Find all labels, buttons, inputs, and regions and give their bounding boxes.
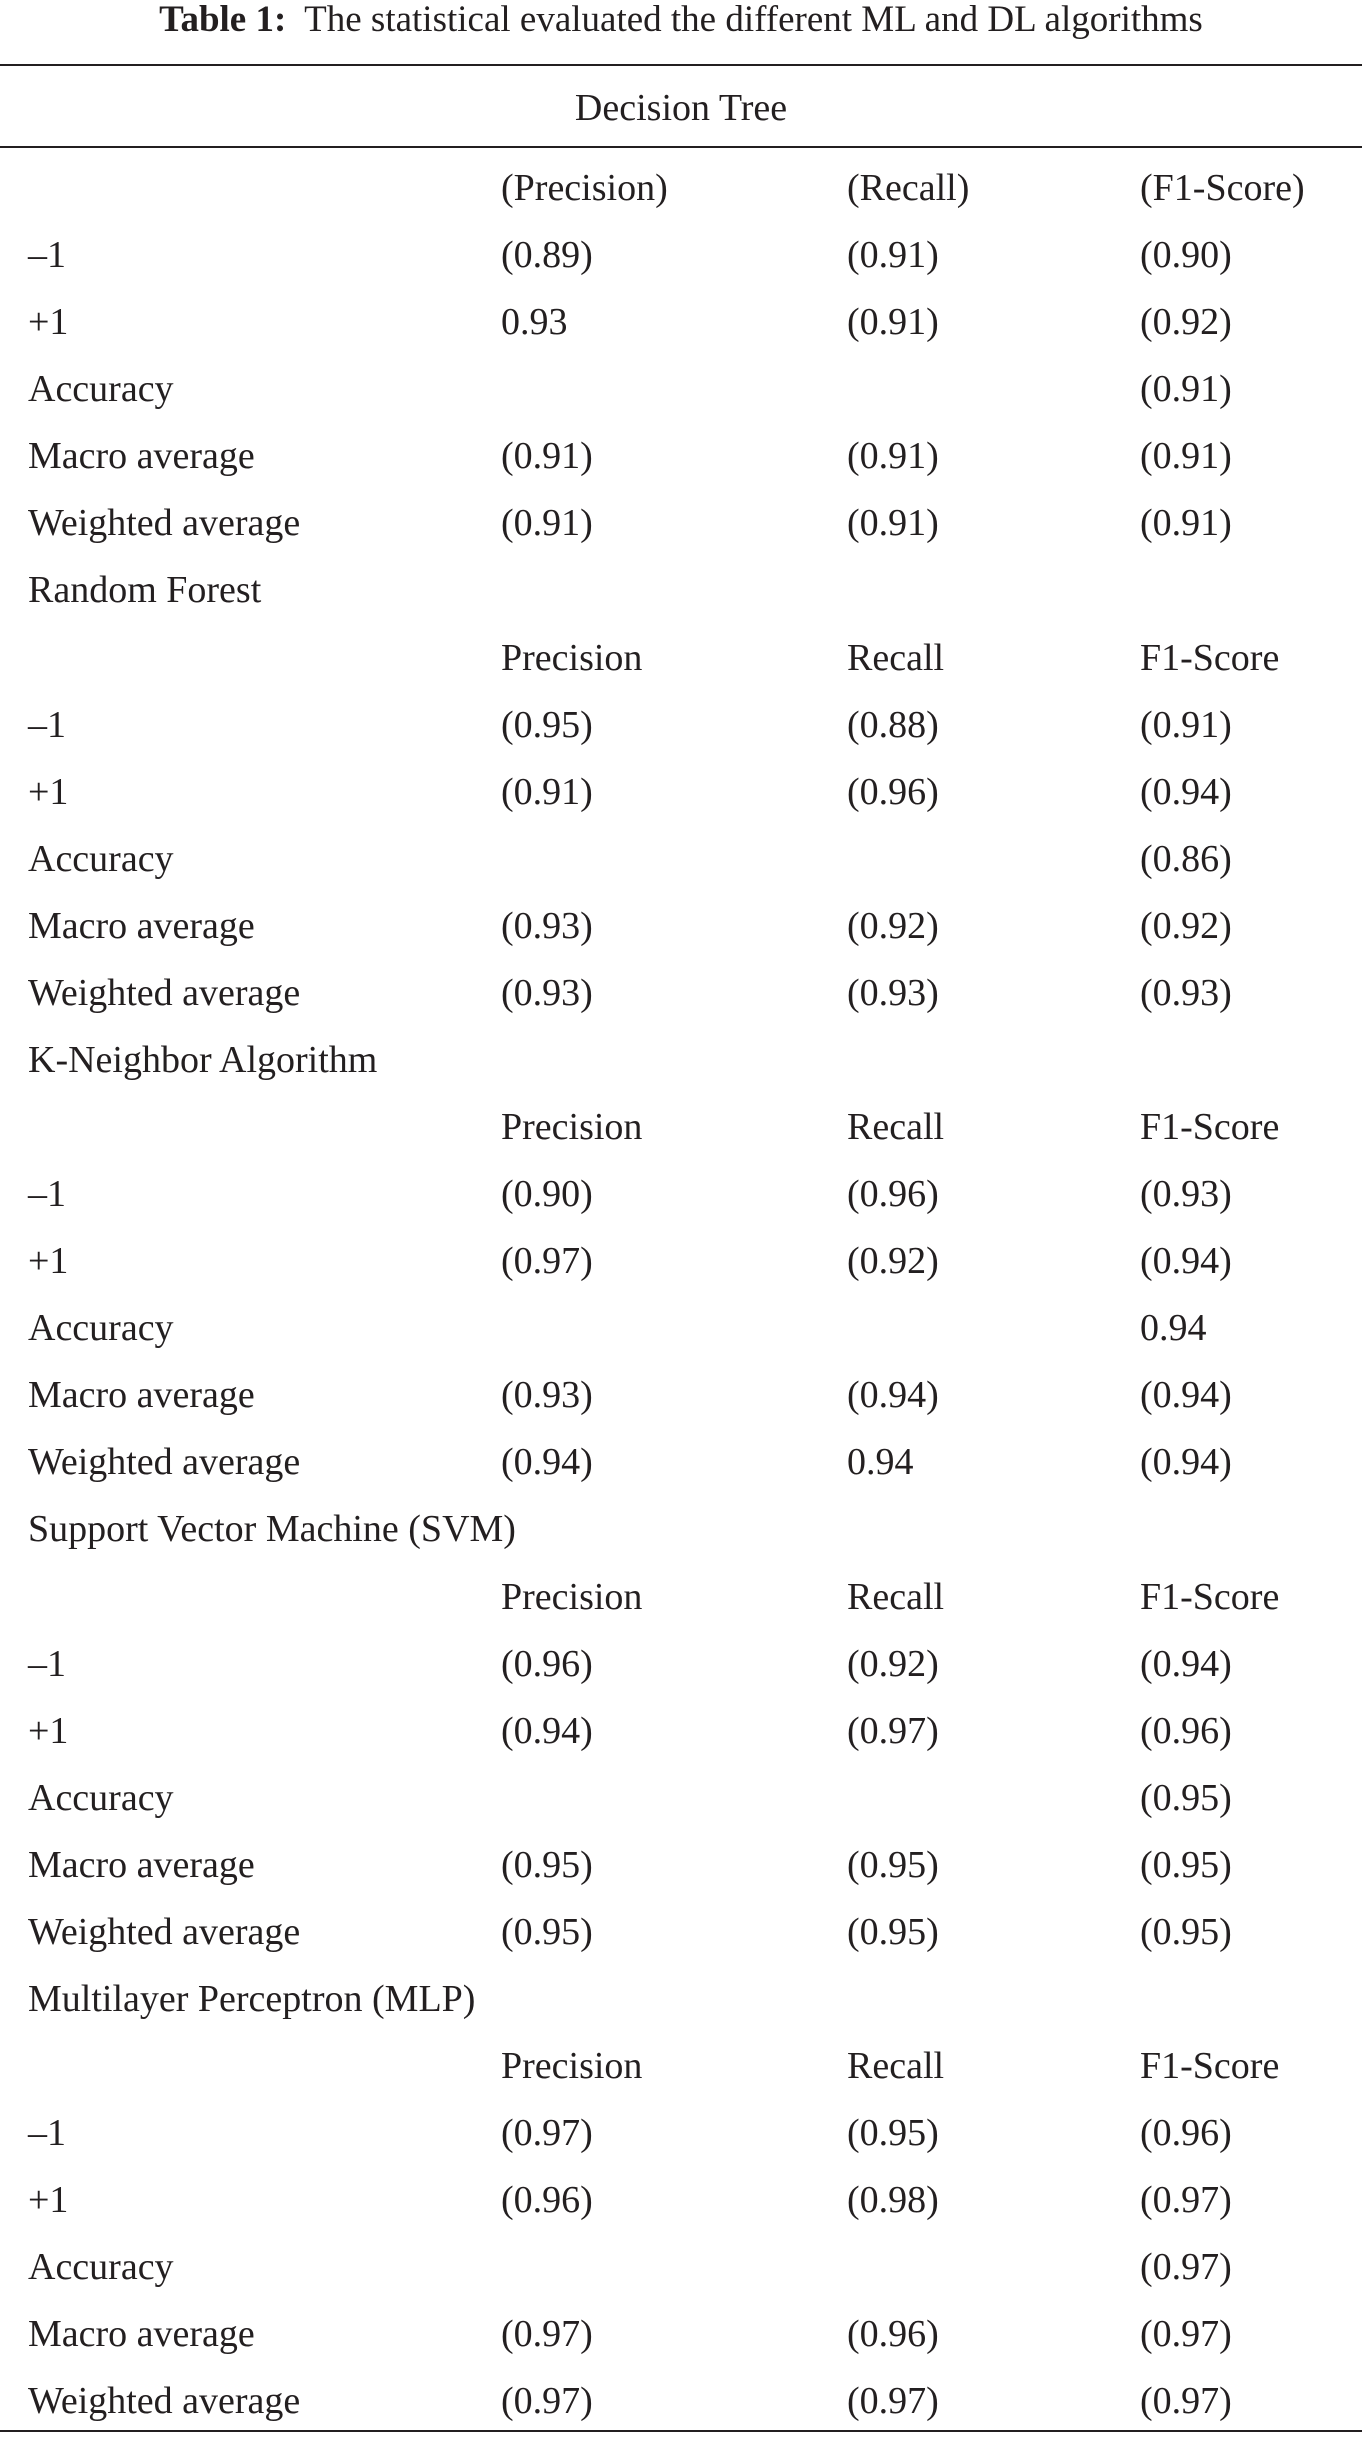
table-cell: (0.91) (1140, 368, 1232, 411)
column-header: Recall (847, 1106, 945, 1148)
row-label: Macro average (28, 2313, 255, 2356)
table-cell: (0.91) (1140, 502, 1232, 545)
table-cell: (0.95) (501, 703, 593, 746)
table-row (0, 963, 1362, 1023)
row-label: Weighted average (28, 1441, 301, 1484)
column-header: (Precision) (501, 167, 668, 209)
table-cell: (0.97) (1140, 2246, 1232, 2289)
table-cell: (0.95) (847, 2112, 939, 2154)
column-header: F1-Score (1140, 2045, 1280, 2087)
row-label: +1 (28, 770, 69, 813)
table-cell: (0.91) (501, 435, 593, 478)
column-header: Precision (501, 2045, 643, 2087)
table-row (0, 695, 1362, 755)
table-cell: (0.97) (501, 2112, 593, 2154)
table-row (0, 2103, 1362, 2163)
row-label: Macro average (28, 1374, 255, 1417)
table-row (0, 1768, 1362, 1828)
column-header: (Recall) (847, 167, 970, 209)
row-label: –1 (28, 2112, 66, 2154)
table-cell: 0.94 (1140, 1307, 1207, 1350)
table-cell: (0.95) (1140, 1776, 1232, 1819)
column-header: F1-Score (1140, 1575, 1280, 1618)
row-label: Accuracy (28, 368, 174, 411)
table-cell: (0.96) (501, 1642, 593, 1685)
column-header: Recall (847, 1575, 945, 1618)
table-cell: (0.91) (501, 770, 593, 813)
table-cell: (0.94) (1140, 1441, 1232, 1484)
table-cell: (0.96) (847, 770, 939, 813)
table-cell: (0.93) (847, 971, 939, 1014)
table-cell: 0.93 (501, 301, 568, 344)
table-cell: (0.97) (847, 2380, 939, 2423)
table-row (0, 1835, 1362, 1895)
section-title: K-Neighbor Algorithm (28, 1038, 378, 1081)
table-cell: (0.91) (847, 234, 939, 277)
table-cell: (0.96) (501, 2179, 593, 2222)
row-label: Accuracy (28, 1776, 174, 1819)
table-row (0, 1634, 1362, 1694)
section-title-row (0, 560, 1362, 620)
row-label: Macro average (28, 1843, 255, 1886)
row-label: Weighted average (28, 502, 301, 545)
table-row (0, 426, 1362, 486)
table-cell: (0.90) (501, 1173, 593, 1215)
table-cell: (0.97) (501, 1240, 593, 1283)
table-cell: (0.89) (501, 234, 593, 277)
table-cell: (0.93) (1140, 971, 1232, 1014)
table-row (0, 225, 1362, 285)
column-header: Recall (847, 636, 945, 679)
table-row (0, 359, 1362, 419)
table-cell: (0.95) (847, 1843, 939, 1886)
table-cell: (0.88) (847, 703, 939, 746)
column-header-row (0, 628, 1362, 688)
table-row (0, 292, 1362, 352)
column-header: Precision (501, 1106, 643, 1148)
section-title: Random Forest (28, 569, 262, 612)
table-cell: (0.91) (847, 301, 939, 344)
table-top-rule (0, 64, 1362, 66)
table-row (0, 1231, 1362, 1291)
column-header: Recall (847, 2045, 945, 2087)
row-label: Macro average (28, 904, 255, 947)
column-header: Precision (501, 1575, 643, 1618)
table-cell: (0.92) (1140, 904, 1232, 947)
table-cell: (0.96) (1140, 2112, 1232, 2154)
table-cell: (0.94) (1140, 1240, 1232, 1283)
table-row (0, 1365, 1362, 1425)
table-cell: (0.95) (501, 1910, 593, 1953)
table-row (0, 1164, 1362, 1224)
table-row (0, 2170, 1362, 2230)
table-cell: (0.97) (847, 1709, 939, 1752)
table-cell: 0.94 (847, 1441, 914, 1484)
table-cell: (0.91) (847, 435, 939, 478)
table-cell: (0.97) (1140, 2179, 1232, 2222)
row-label: –1 (28, 703, 66, 746)
row-label: –1 (28, 234, 66, 277)
table-cell: (0.94) (847, 1374, 939, 1417)
table-row (0, 1432, 1362, 1492)
column-header-row (0, 2036, 1362, 2096)
table-cell: (0.90) (1140, 234, 1232, 277)
table-cell: (0.92) (847, 904, 939, 947)
table-row (0, 1902, 1362, 1962)
row-label: +1 (28, 301, 69, 344)
row-label: Weighted average (28, 1910, 301, 1953)
section-title-row (0, 1030, 1362, 1090)
table-cell: (0.95) (1140, 1843, 1232, 1886)
table-cell: (0.95) (1140, 1910, 1232, 1953)
row-label: Weighted average (28, 2380, 301, 2423)
column-header-row (0, 158, 1362, 218)
table-row (0, 1298, 1362, 1358)
section-title-decision-tree: Decision Tree (574, 87, 788, 129)
table-cell: (0.94) (1140, 1642, 1232, 1685)
table-cell: (0.94) (1140, 770, 1232, 813)
section-title-row (0, 1969, 1362, 2029)
column-header-row (0, 1097, 1362, 1157)
row-label: +1 (28, 2179, 69, 2222)
table-row (0, 493, 1362, 553)
table-cell: (0.98) (847, 2179, 939, 2222)
row-label: Accuracy (28, 1307, 174, 1350)
table-caption-text: The statistical evaluated the different ML and DL algorithms (304, 0, 1203, 40)
row-label: Macro average (28, 435, 255, 478)
table-caption-label: Table 1: (159, 0, 287, 40)
table-cell: (0.93) (501, 971, 593, 1014)
table-cell: (0.97) (1140, 2313, 1232, 2356)
row-label: +1 (28, 1709, 69, 1752)
table-cell: (0.86) (1140, 837, 1232, 880)
table-cell: (0.94) (501, 1709, 593, 1752)
table-cell: (0.97) (1140, 2380, 1232, 2423)
row-label: Accuracy (28, 2246, 174, 2289)
table-row (0, 896, 1362, 956)
table-cell: (0.92) (1140, 301, 1232, 344)
table-cell: (0.93) (1140, 1173, 1232, 1215)
table-cell: (0.97) (501, 2380, 593, 2423)
table-row (0, 2371, 1362, 2431)
row-label: Accuracy (28, 837, 174, 880)
table-cell: (0.95) (847, 1910, 939, 1953)
table-cell: (0.93) (501, 904, 593, 947)
table-cell: (0.91) (501, 502, 593, 545)
table-row (0, 1701, 1362, 1761)
row-label: –1 (28, 1642, 66, 1685)
table-cell: (0.94) (501, 1441, 593, 1484)
table-row (0, 2237, 1362, 2297)
table-cell: (0.91) (1140, 703, 1232, 746)
column-header: F1-Score (1140, 1106, 1280, 1148)
column-header: F1-Score (1140, 636, 1280, 679)
table-bottom-rule (0, 2430, 1362, 2432)
table-cell: (0.93) (501, 1374, 593, 1417)
table-row (0, 829, 1362, 889)
table-cell: (0.96) (847, 2313, 939, 2356)
section-title-row (0, 1499, 1362, 1559)
column-header-row (0, 1567, 1362, 1627)
table-cell: (0.96) (1140, 1709, 1232, 1752)
table-cell: (0.92) (847, 1642, 939, 1685)
row-label: Weighted average (28, 971, 301, 1014)
table-cell: (0.95) (501, 1843, 593, 1886)
table-cell: (0.96) (847, 1173, 939, 1215)
table-cell: (0.97) (501, 2313, 593, 2356)
section-title: Support Vector Machine (SVM) (28, 1508, 516, 1551)
column-header: Precision (501, 636, 643, 679)
section-title: Multilayer Perceptron (MLP) (28, 1977, 476, 2020)
table-cell: (0.92) (847, 1240, 939, 1283)
table-row (0, 762, 1362, 822)
table-caption (0, 0, 1362, 40)
row-label: –1 (28, 1173, 66, 1215)
column-header: (F1-Score) (1140, 167, 1305, 209)
table-cell: (0.91) (847, 502, 939, 545)
table-cell: (0.91) (1140, 435, 1232, 478)
section-header-rule (0, 146, 1362, 148)
row-label: +1 (28, 1240, 69, 1283)
table-cell: (0.94) (1140, 1374, 1232, 1417)
table-row (0, 2304, 1362, 2364)
